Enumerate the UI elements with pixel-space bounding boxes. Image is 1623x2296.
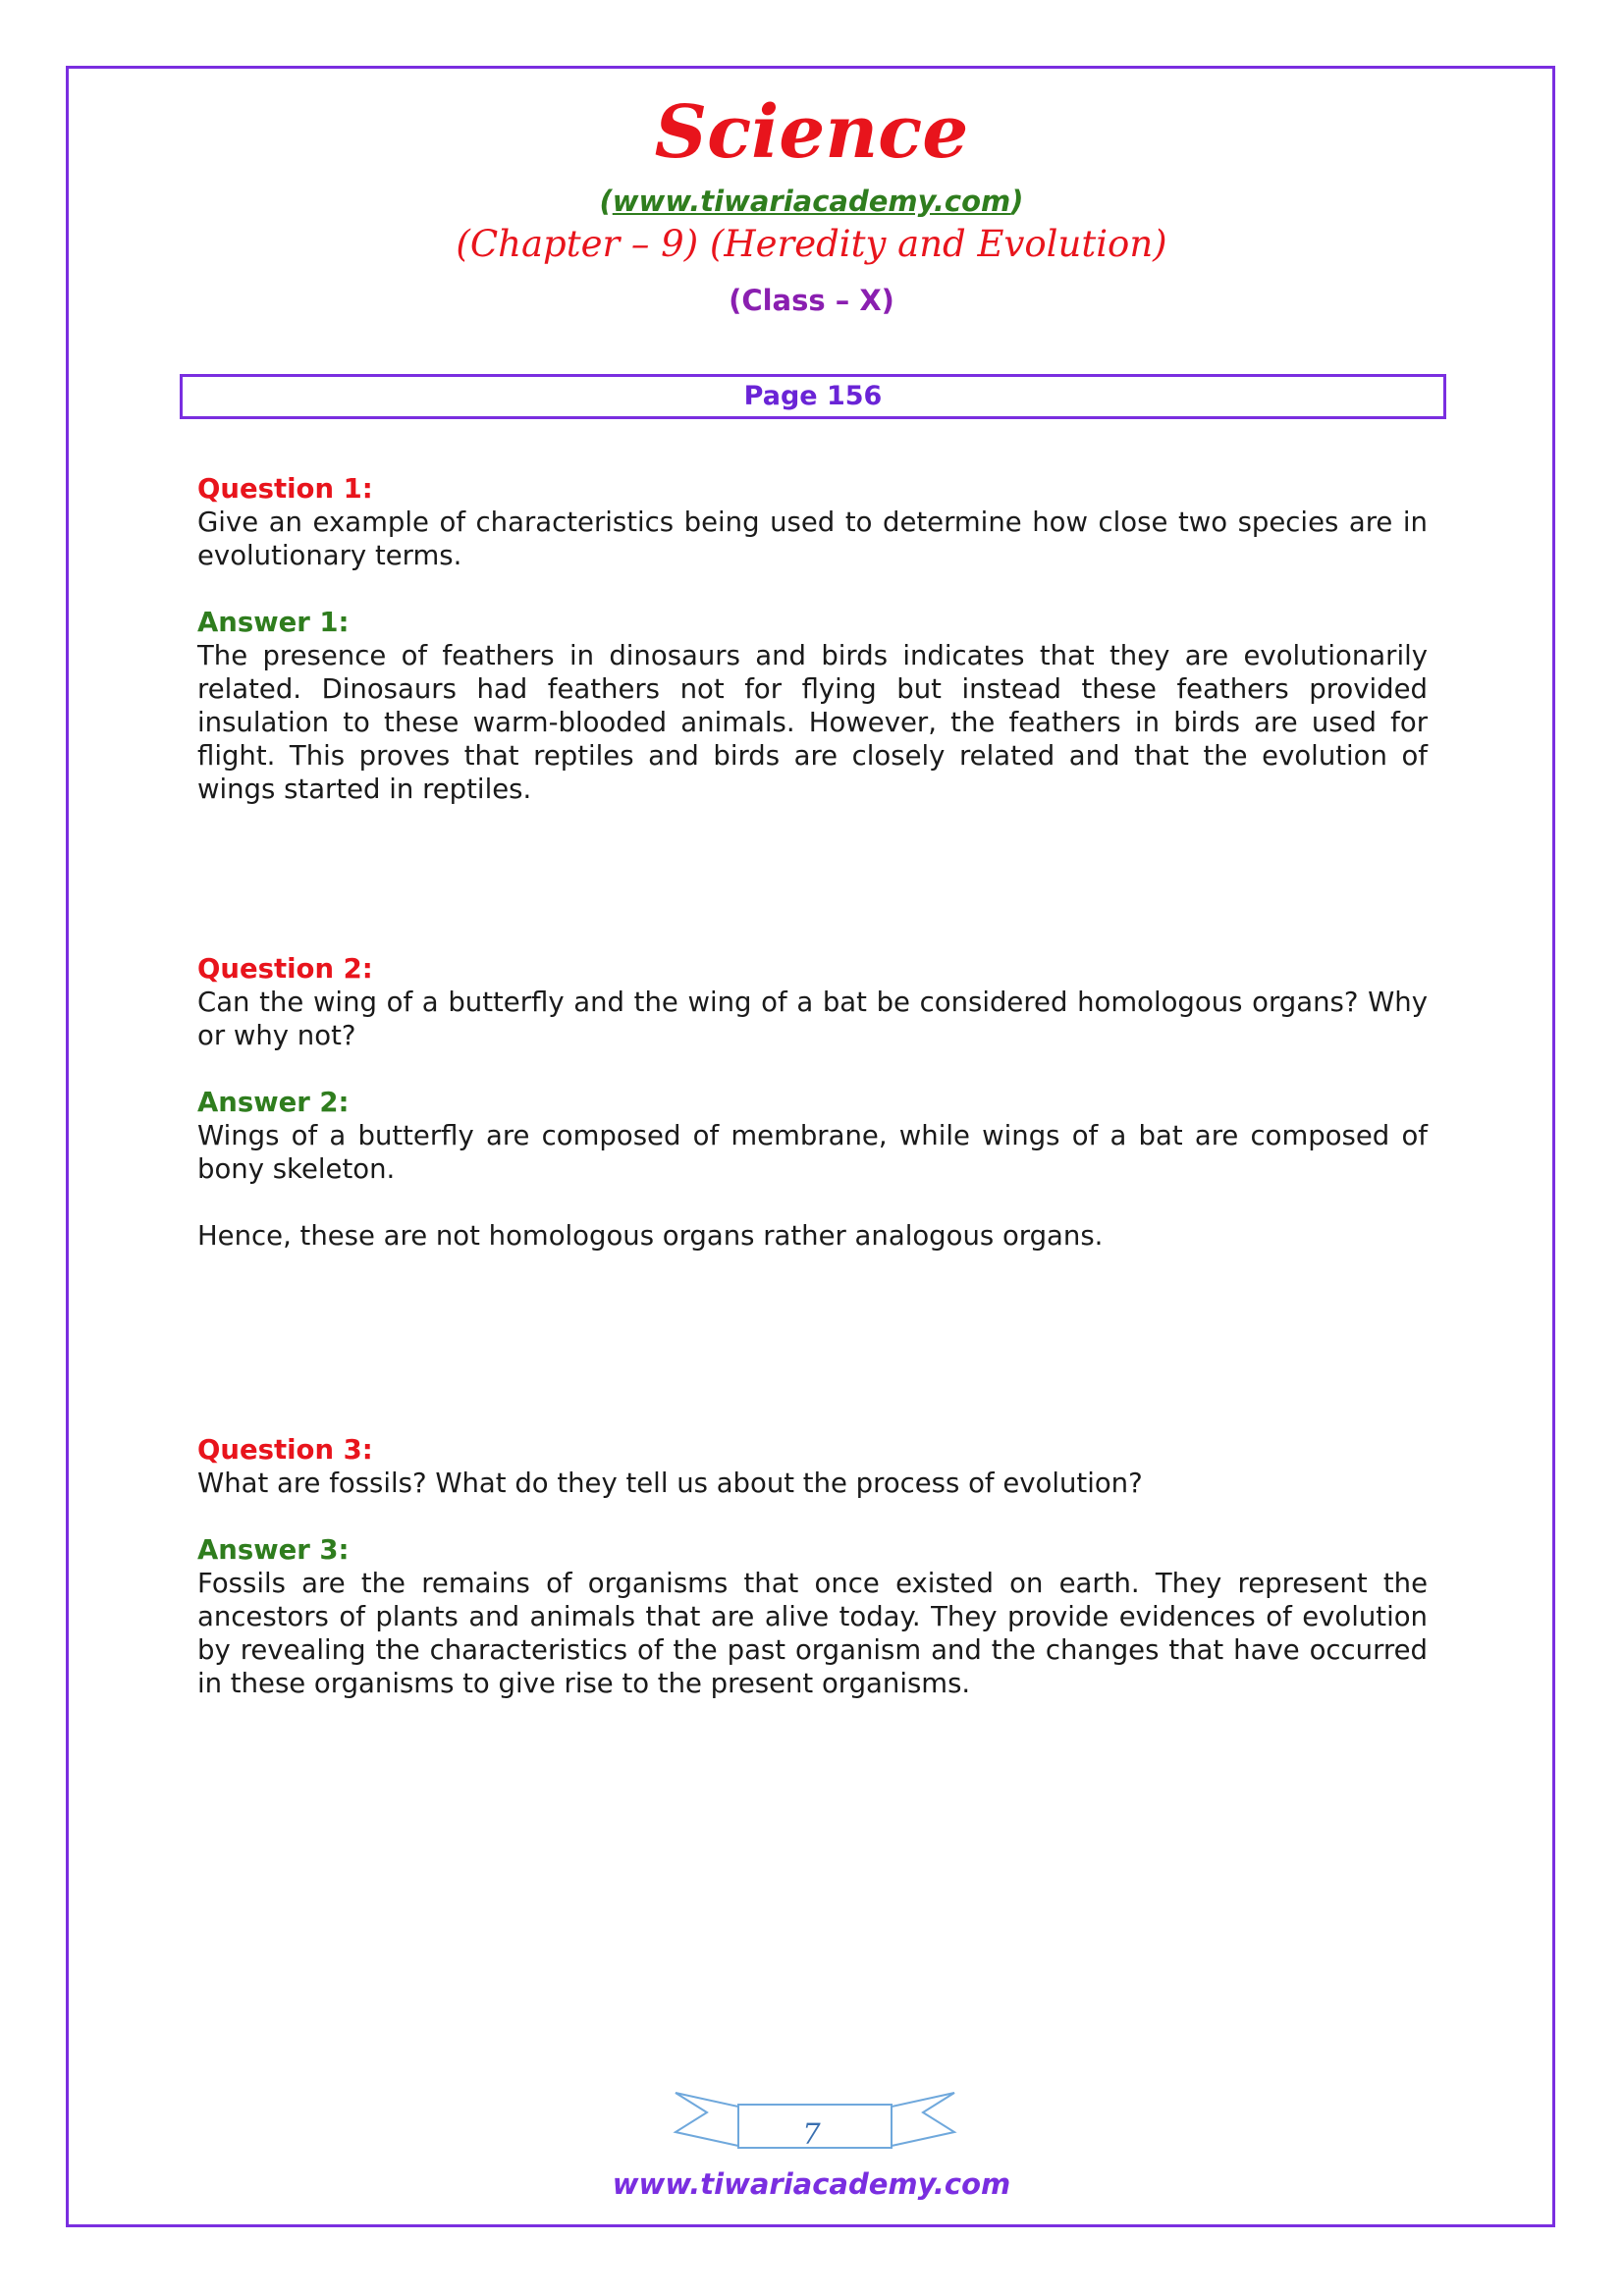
qa-block-2 <box>197 952 1428 1253</box>
page-label: Page 156 <box>743 381 883 411</box>
page-title: Science <box>654 90 969 175</box>
qa-block-3 <box>197 1433 1428 1700</box>
footer-website-link[interactable]: www.tiwariacademy.com <box>612 2167 1011 2201</box>
question-label: Question 1: <box>197 473 373 505</box>
question-text: Can the wing of a butterfly and the wing of a bat be considered homologous organs? Why or why not? <box>197 987 1428 1051</box>
page-number: 7 <box>802 2117 821 2151</box>
answer-text: Fossils are the remains of organisms that once existed on earth. They represent the ancestors of plants and animals that are alive today. They provide evidences of evolution by revealing the characteristics of the past organism and the changes that have occurred in these organisms to give rise to the present organisms. <box>197 1568 1428 1699</box>
answer-text: Wings of a butterfly are composed of membrane, while wings of a bat are composed of bony skeleton. <box>197 1120 1428 1185</box>
answer-label: Answer 2: <box>197 1087 350 1118</box>
header-website-link[interactable]: www.tiwariacademy.com <box>612 185 1011 218</box>
page-label-box <box>180 374 1446 419</box>
qa-block-1 <box>197 472 1428 806</box>
question-label: Question 2: <box>197 953 373 985</box>
answer-label: Answer 1: <box>197 607 350 638</box>
header-website <box>0 185 1623 219</box>
answer-label: Answer 3: <box>197 1534 350 1566</box>
class-heading: (Class – X) <box>729 284 894 317</box>
website-open-paren: ( <box>599 185 613 218</box>
website-close-paren: ) <box>1010 185 1024 218</box>
answer-text: The presence of feathers in dinosaurs and birds indicates that they are evolutionarily related. Dinosaurs had feathers not for flying but instead these feathers provided insulation to these warm-blooded animals. However, the feathers in birds are used for flight. This proves that reptiles and birds are closely related and that the evolution of wings started in reptiles. <box>197 640 1428 805</box>
question-text: What are fossils? What do they tell us about the process of evolution? <box>197 1468 1143 1499</box>
question-label: Question 3: <box>197 1434 373 1466</box>
chapter-heading: (Chapter – 9) (Heredity and Evolution) <box>456 223 1167 265</box>
question-text: Give an example of characteristics being used to determine how close two species are in evolutionary terms. <box>197 507 1428 571</box>
answer-text: Hence, these are not homologous organs rather analogous organs. <box>197 1220 1104 1252</box>
